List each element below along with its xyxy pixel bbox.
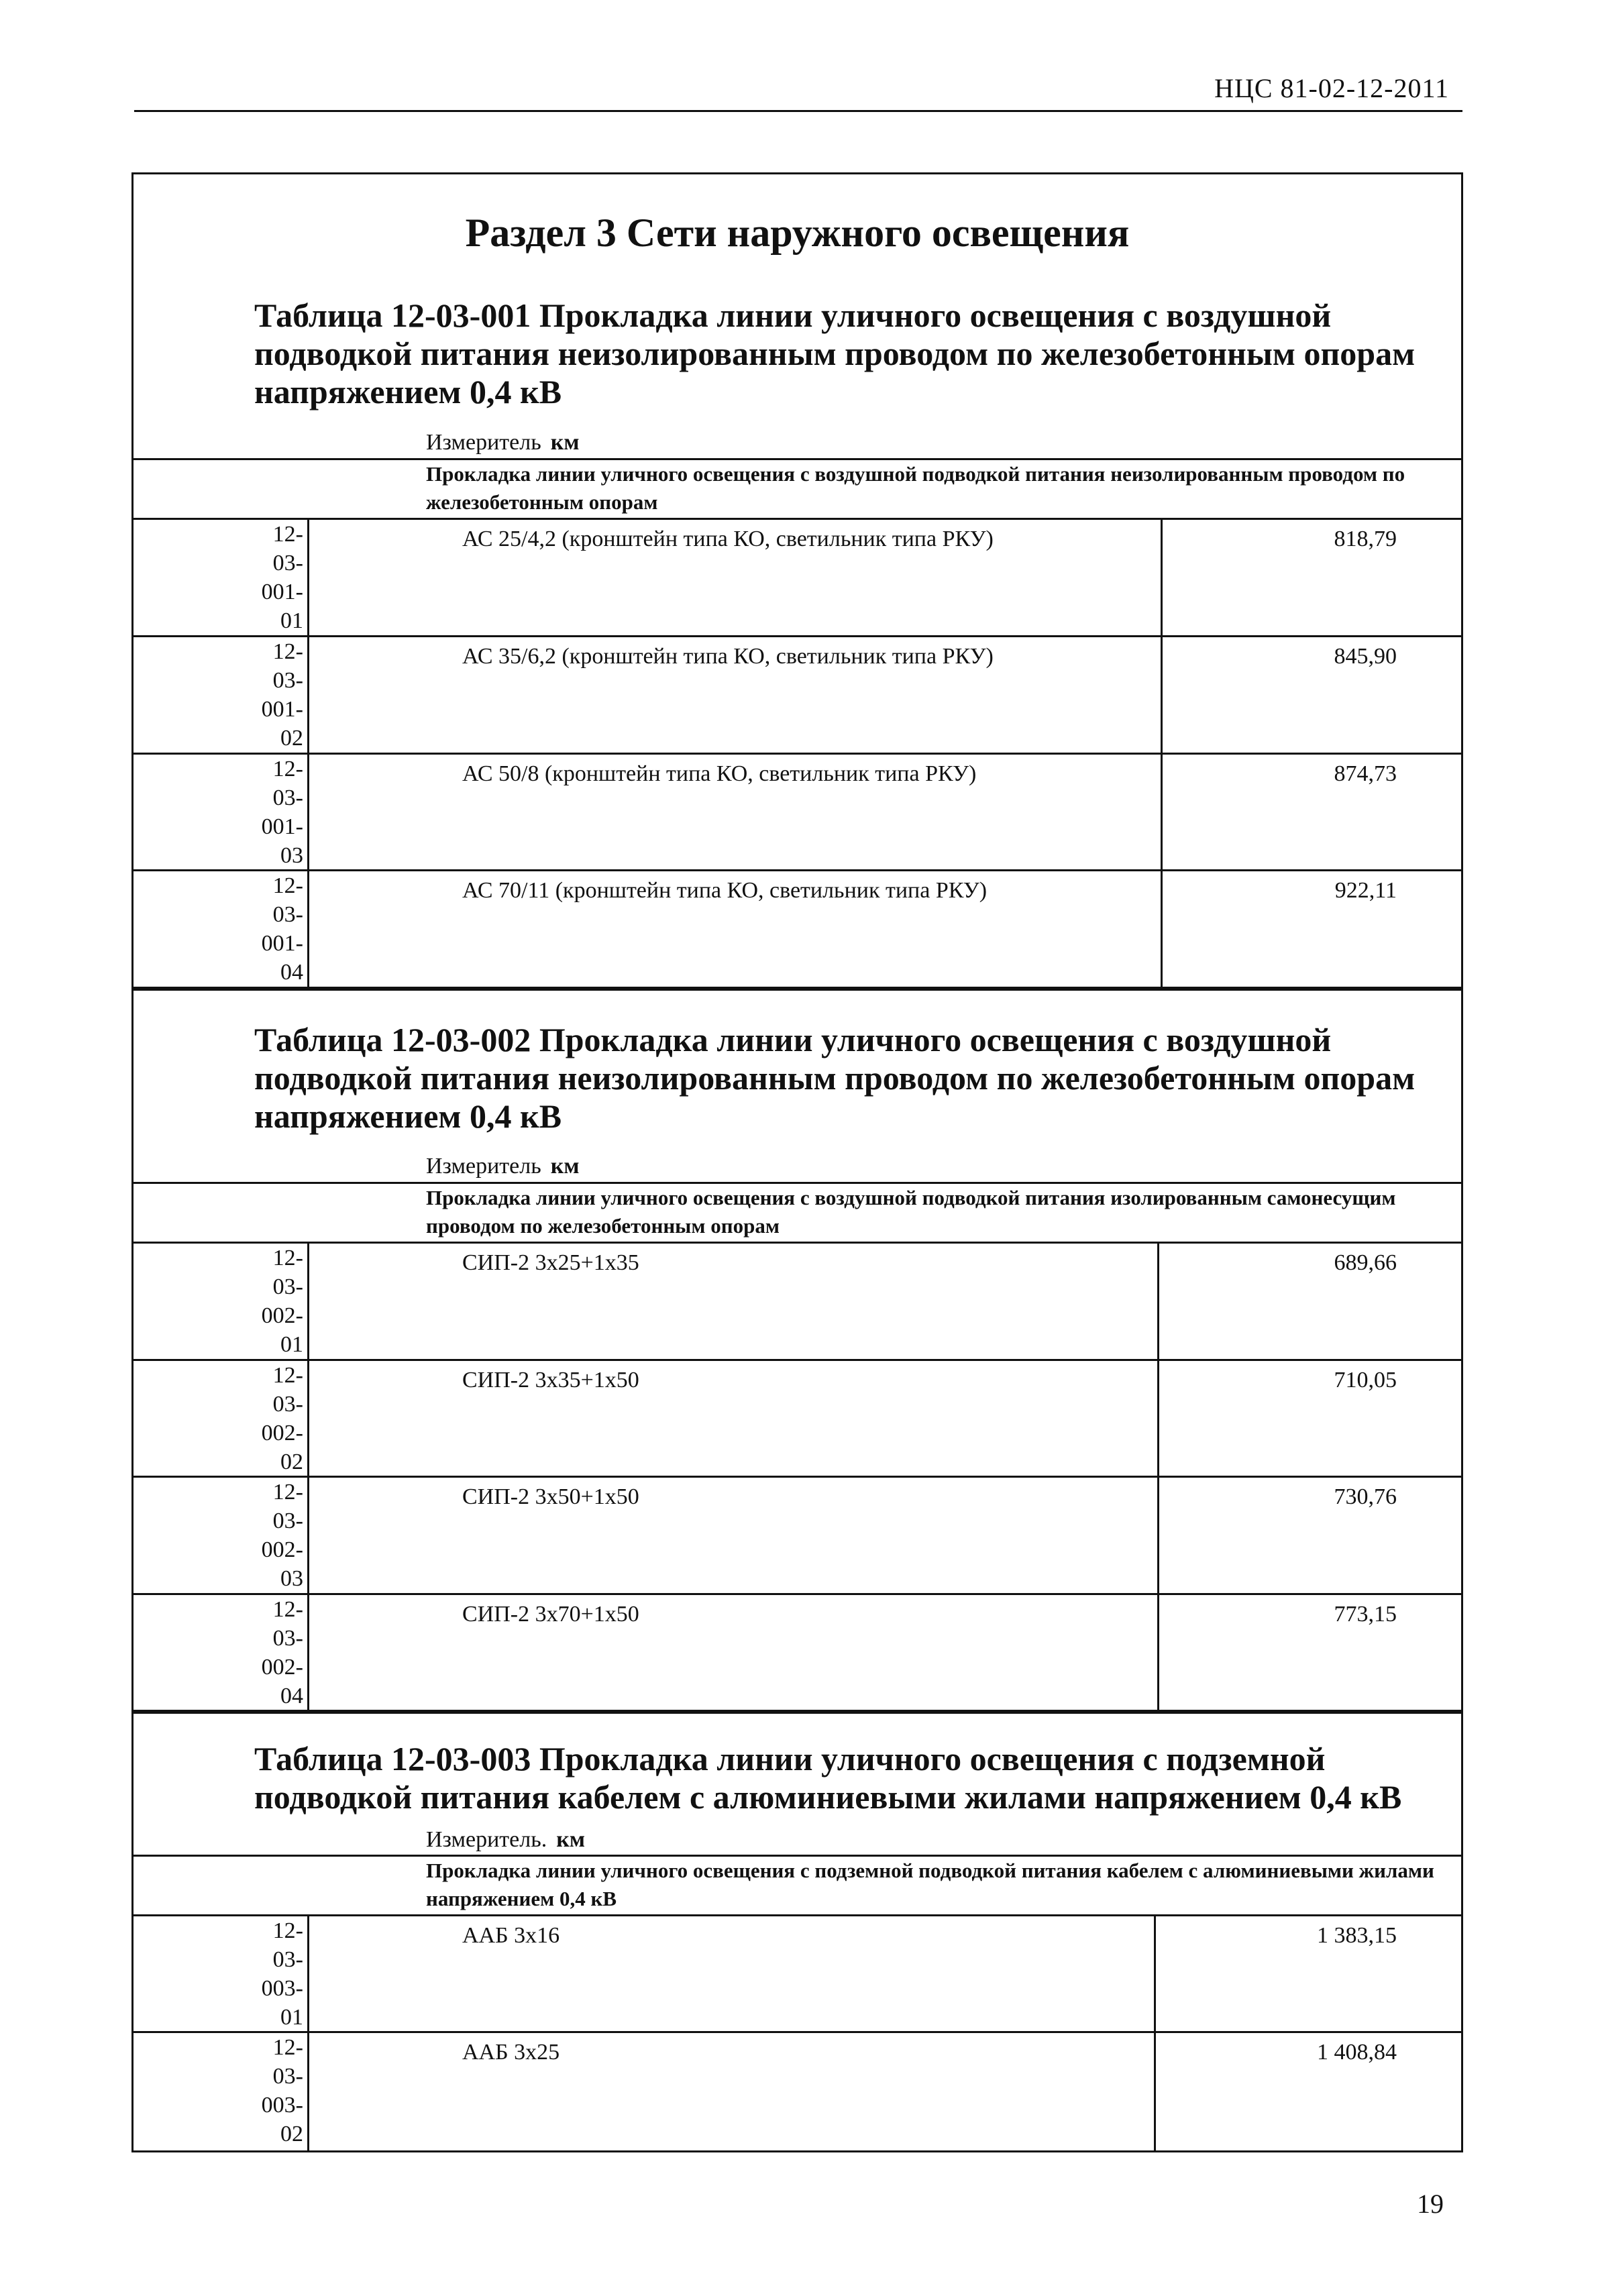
measure-line bbox=[426, 430, 579, 455]
table-title: Таблица 12-03-003 Прокладка линии уличного освещения с подземной подводкой питания кабелем с алюминиевыми жилами напряжением 0,4 кВ bbox=[254, 1740, 1402, 1816]
measure-line bbox=[426, 1827, 585, 1853]
row-code: 12- 03- 002- 02 bbox=[245, 1361, 309, 1476]
row-value-cell bbox=[1161, 755, 1461, 869]
row-value-cell bbox=[1157, 1478, 1461, 1593]
section-title: Раздел 3 Сети наружного освещения bbox=[465, 211, 1130, 255]
row-code: 12- 03- 003- 02 bbox=[245, 2033, 309, 2150]
row-description: СИП-2 3х25+1х35 bbox=[462, 1250, 639, 1275]
measure-label: Измеритель bbox=[426, 430, 541, 455]
page-number: 19 bbox=[1417, 2189, 1444, 2219]
document-header bbox=[134, 68, 1462, 112]
row-description: АС 35/6,2 (кронштейн типа КО, светильник типа РКУ) bbox=[462, 644, 994, 669]
measure-unit: км bbox=[556, 1827, 585, 1852]
table-row bbox=[134, 755, 1461, 871]
table-row bbox=[134, 2033, 1461, 2150]
row-value: 773,15 bbox=[1334, 1602, 1397, 1627]
row-description: АС 25/4,2 (кронштейн типа КО, светильник типа РКУ) bbox=[462, 527, 994, 551]
table-row bbox=[134, 1916, 1461, 2033]
table-header-row bbox=[134, 458, 1461, 520]
table-title: Таблица 12-03-002 Прокладка линии уличного освещения с воздушной подводкой питания неизолированным проводом по железобетонным опорам напряжением 0,4 кВ bbox=[254, 1021, 1416, 1135]
row-description: АС 50/8 (кронштейн типа КО, светильник типа РКУ) bbox=[462, 761, 977, 786]
row-value: 874,73 bbox=[1334, 761, 1397, 786]
table-divider bbox=[134, 1712, 1461, 1714]
table-row bbox=[134, 871, 1461, 989]
row-description: СИП-2 3х35+1х50 bbox=[462, 1368, 639, 1392]
measure-label: Измеритель bbox=[426, 1154, 541, 1179]
table-row bbox=[134, 1478, 1461, 1595]
row-code: 12- 03- 001- 02 bbox=[245, 637, 309, 753]
content-frame bbox=[131, 172, 1463, 2152]
row-value: 730,76 bbox=[1334, 1484, 1397, 1509]
table-row bbox=[134, 1595, 1461, 1712]
row-code: 12- 03- 002- 01 bbox=[245, 1244, 309, 1359]
table-row bbox=[134, 1244, 1461, 1361]
row-description: ААБ 3х25 bbox=[462, 2040, 560, 2065]
row-value: 922,11 bbox=[1334, 878, 1397, 903]
row-value: 818,79 bbox=[1334, 527, 1397, 551]
table-title: Таблица 12-03-001 Прокладка линии уличного освещения с воздушной подводкой питания неизолированным проводом по железобетонным опорам напряжением 0,4 кВ bbox=[254, 296, 1416, 411]
table-divider bbox=[134, 989, 1461, 991]
row-code: 12- 03- 003- 01 bbox=[245, 1916, 309, 2031]
row-value: 689,66 bbox=[1334, 1250, 1397, 1275]
row-code: 12- 03- 001- 03 bbox=[245, 755, 309, 869]
table-header-row bbox=[134, 1182, 1461, 1244]
row-value-cell bbox=[1154, 2033, 1461, 2150]
measure-line bbox=[426, 1154, 579, 1179]
measure-unit: км bbox=[550, 430, 580, 455]
row-value-cell bbox=[1154, 1916, 1461, 2031]
row-description: АС 70/11 (кронштейн типа КО, светильник типа РКУ) bbox=[462, 878, 988, 903]
measure-unit: км bbox=[550, 1154, 580, 1179]
row-value-cell bbox=[1157, 1361, 1461, 1476]
row-value-cell bbox=[1161, 520, 1461, 635]
row-value: 845,90 bbox=[1334, 644, 1397, 669]
row-value-cell bbox=[1157, 1244, 1461, 1359]
table-header-text: Прокладка линии уличного освещения с воздушной подводкой питания изолированным самонесущим проводом по железобетонным опорам bbox=[426, 1186, 1396, 1238]
table-row bbox=[134, 637, 1461, 755]
table-12-03-003 bbox=[134, 1740, 1461, 2152]
row-value: 1 408,84 bbox=[1317, 2040, 1397, 2065]
row-description: СИП-2 3х70+1х50 bbox=[462, 1602, 639, 1627]
document-code: НЦС 81-02-12-2011 bbox=[1214, 73, 1449, 103]
table-header-text: Прокладка линии уличного освещения с подземной подводкой питания кабелем с алюминиевыми жилами напряжением 0,4 кВ bbox=[426, 1859, 1434, 1910]
table-row bbox=[134, 520, 1461, 637]
table-row bbox=[134, 1361, 1461, 1478]
row-value-cell bbox=[1161, 637, 1461, 753]
row-value: 1 383,15 bbox=[1317, 1923, 1397, 1948]
row-code: 12- 03- 002- 04 bbox=[245, 1595, 309, 1710]
table-header-row bbox=[134, 1855, 1461, 1916]
measure-label: Измеритель. bbox=[426, 1827, 547, 1852]
table-12-03-001 bbox=[134, 296, 1461, 1118]
row-description: СИП-2 3х50+1х50 bbox=[462, 1484, 639, 1509]
row-code: 12- 03- 001- 04 bbox=[245, 871, 309, 987]
row-code: 12- 03- 002- 03 bbox=[245, 1478, 309, 1593]
row-value-cell bbox=[1157, 1595, 1461, 1710]
row-value-cell bbox=[1161, 871, 1461, 987]
table-header-text: Прокладка линии уличного освещения с воздушной подводкой питания неизолированным проводом по железобетонным опорам bbox=[426, 462, 1405, 514]
row-code: 12- 03- 001- 01 bbox=[245, 520, 309, 635]
row-description: ААБ 3х16 bbox=[462, 1923, 560, 1948]
table-12-03-002 bbox=[134, 1021, 1461, 1712]
row-value: 710,05 bbox=[1334, 1368, 1397, 1392]
